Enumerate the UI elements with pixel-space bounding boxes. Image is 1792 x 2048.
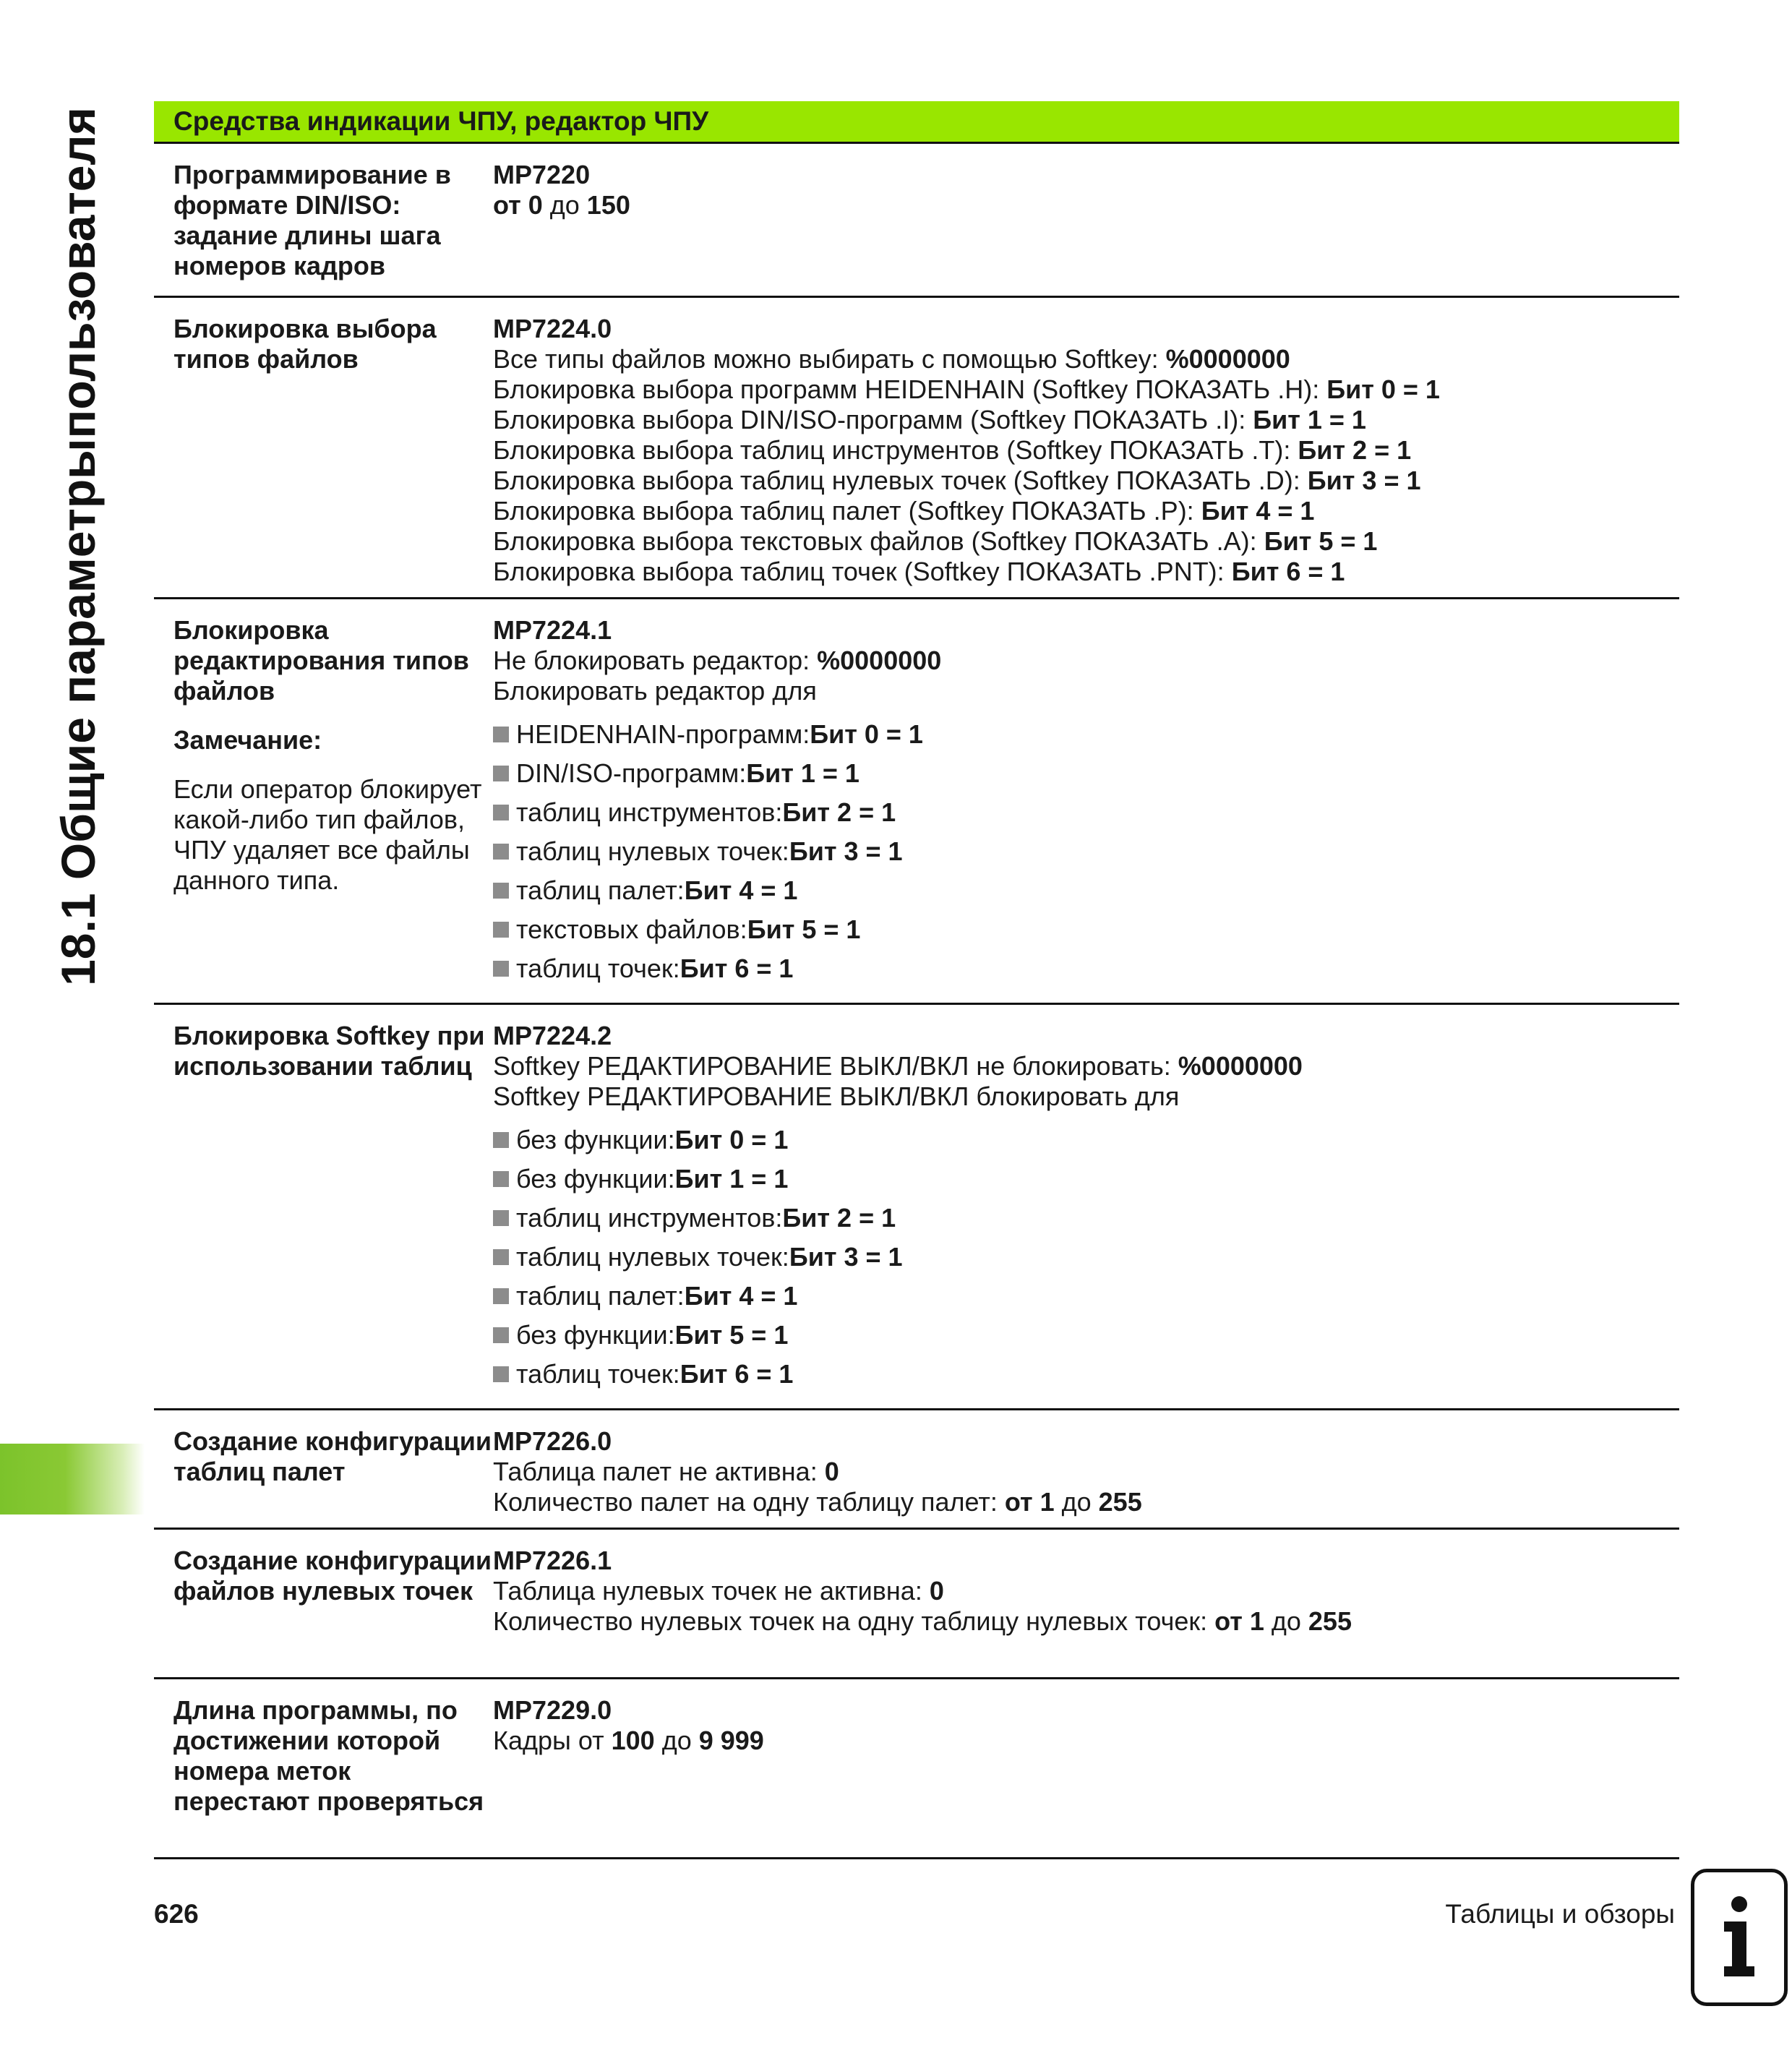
parameter-id: MP7226.0 [493,1426,612,1456]
list-item: таблиц инструментов: Бит 2 = 1 [493,793,1679,832]
parameter-line: Блокировка выбора таблиц палет (Softkey ПОКАЗАТЬ .P): Бит 4 = 1 [493,496,1315,526]
list-item: DIN/ISO-программ: Бит 1 = 1 [493,754,1679,793]
list-item: таблиц палет: Бит 4 = 1 [493,1277,1679,1316]
parameter-line: Блокировка выбора DIN/ISO-программ (Softkey ПОКАЗАТЬ .I): Бит 1 = 1 [493,405,1366,434]
parameter-line: Количество палет на одну таблицу палет: от 1 до 255 [493,1487,1142,1517]
parameter-line: Блокировка выбора таблиц нулевых точек (Softkey ПОКАЗАТЬ .D): Бит 3 = 1 [493,466,1421,495]
bullet-square-icon [493,1249,509,1265]
parameter-line: Softkey РЕДАКТИРОВАНИЕ ВЫКЛ/ВКЛ блокировать для [493,1081,1180,1111]
parameter-line: Блокировать редактор для [493,676,817,706]
parameter-id: MP7224.0 [493,314,612,343]
parameter-id: MP7229.0 [493,1695,612,1725]
parameter-id: MP7220 [493,160,591,189]
row-label-block [154,615,493,993]
bullet-list [493,715,1679,988]
list-item: без функции: Бит 0 = 1 [493,1121,1679,1160]
table-row [154,1679,1679,1859]
list-item: HEIDENHAIN-программ: Бит 0 = 1 [493,715,1679,754]
table-row [154,1410,1679,1530]
bullet-square-icon [493,727,509,742]
parameter-line: Количество нулевых точек на одну таблицу нулевых точек: от 1 до 255 [493,1606,1352,1636]
bullet-square-icon [493,1366,509,1382]
bullet-square-icon [493,1171,509,1187]
table-header: Средства индикации ЧПУ, редактор ЧПУ [154,101,1679,144]
row-label: Блокировка редактирования типов файлов [173,615,469,706]
note-heading: Замечание: [173,725,322,755]
table-row [154,144,1679,298]
list-item: таблиц точек: Бит 6 = 1 [493,949,1679,988]
list-item: таблиц палет: Бит 4 = 1 [493,871,1679,910]
row-content [493,615,1679,993]
chapter-side-title: 18.1 Общие параметрыпользователя [51,107,105,986]
note-text: Если оператор блокирует какой-либо тип файлов, ЧПУ удаляет все файлы данного типа. [173,774,482,895]
parameter-id: MP7224.2 [493,1021,612,1050]
list-item: без функции: Бит 1 = 1 [493,1160,1679,1199]
bullet-square-icon [493,961,509,977]
row-label: Блокировка Softkey при использовании таблиц [173,1021,485,1081]
list-item: таблиц нулевых точек: Бит 3 = 1 [493,832,1679,871]
parameter-line: Все типы файлов можно выбирать с помощью Softkey: %0000000 [493,344,1290,374]
chapter-footer-title: Таблицы и обзоры [1445,1899,1675,1929]
parameter-line: Блокировка выбора таблиц точек (Softkey ПОКАЗАТЬ .PNT): Бит 6 = 1 [493,557,1345,586]
parameter-line: Блокировка выбора текстовых файлов (Softkey ПОКАЗАТЬ .A): Бит 5 = 1 [493,526,1378,556]
parameter-id: MP7226.1 [493,1546,612,1575]
parameter-range: Кадры от 100 до 9 999 [493,1726,764,1755]
bullet-square-icon [493,844,509,860]
parameter-id: MP7224.1 [493,615,612,645]
table-row [154,298,1679,599]
bullet-square-icon [493,1210,509,1226]
row-label: Создание конфигурации таблиц палет [173,1426,492,1486]
parameter-line: Таблица нулевых точек не активна: 0 [493,1576,944,1606]
list-item: таблиц инструментов: Бит 2 = 1 [493,1199,1679,1238]
bullet-list [493,1121,1679,1394]
info-icon[interactable] [1691,1869,1788,2006]
parameter-table [154,101,1679,1859]
list-item: без функции: Бит 5 = 1 [493,1316,1679,1355]
parameter-line: Блокировка выбора таблиц инструментов (Softkey ПОКАЗАТЬ .T): Бит 2 = 1 [493,435,1412,465]
row-content [493,1426,1679,1517]
row-label: Создание конфигурации файлов нулевых точек [173,1546,492,1606]
list-item: таблиц нулевых точек: Бит 3 = 1 [493,1238,1679,1277]
page-number: 626 [154,1899,199,1929]
bullet-square-icon [493,1288,509,1304]
bullet-square-icon [493,1132,509,1148]
bullet-square-icon [493,883,509,899]
row-content [493,314,1679,587]
row-label: Блокировка выбора типов файлов [173,314,437,374]
table-row [154,1005,1679,1410]
parameter-line: Таблица палет не активна: 0 [493,1457,839,1486]
info-glyph-icon [1714,1894,1765,1981]
bullet-square-icon [493,1327,509,1343]
row-content [493,1695,1679,1847]
row-label: Программирование в формате DIN/ISO: задание длины шага номеров кадров [173,160,451,280]
row-content [493,1021,1679,1398]
bullet-square-icon [493,805,509,821]
parameter-range: от 0 до 150 [493,190,630,220]
row-content [493,1546,1679,1667]
bullet-square-icon [493,922,509,938]
chapter-tab-marker [0,1444,145,1514]
parameter-line: Блокировка выбора программ HEIDENHAIN (Softkey ПОКАЗАТЬ .H): Бит 0 = 1 [493,374,1440,404]
row-label: Длина программы, по достижении которой номера меток перестают проверяться [173,1695,484,1816]
parameter-line: Не блокировать редактор: %0000000 [493,646,942,675]
parameter-line: Softkey РЕДАКТИРОВАНИЕ ВЫКЛ/ВКЛ не блокировать: %0000000 [493,1051,1303,1081]
table-row [154,599,1679,1005]
list-item: таблиц точек: Бит 6 = 1 [493,1355,1679,1394]
bullet-square-icon [493,766,509,781]
table-row [154,1530,1679,1679]
list-item: текстовых файлов: Бит 5 = 1 [493,910,1679,949]
row-content [493,160,1679,286]
